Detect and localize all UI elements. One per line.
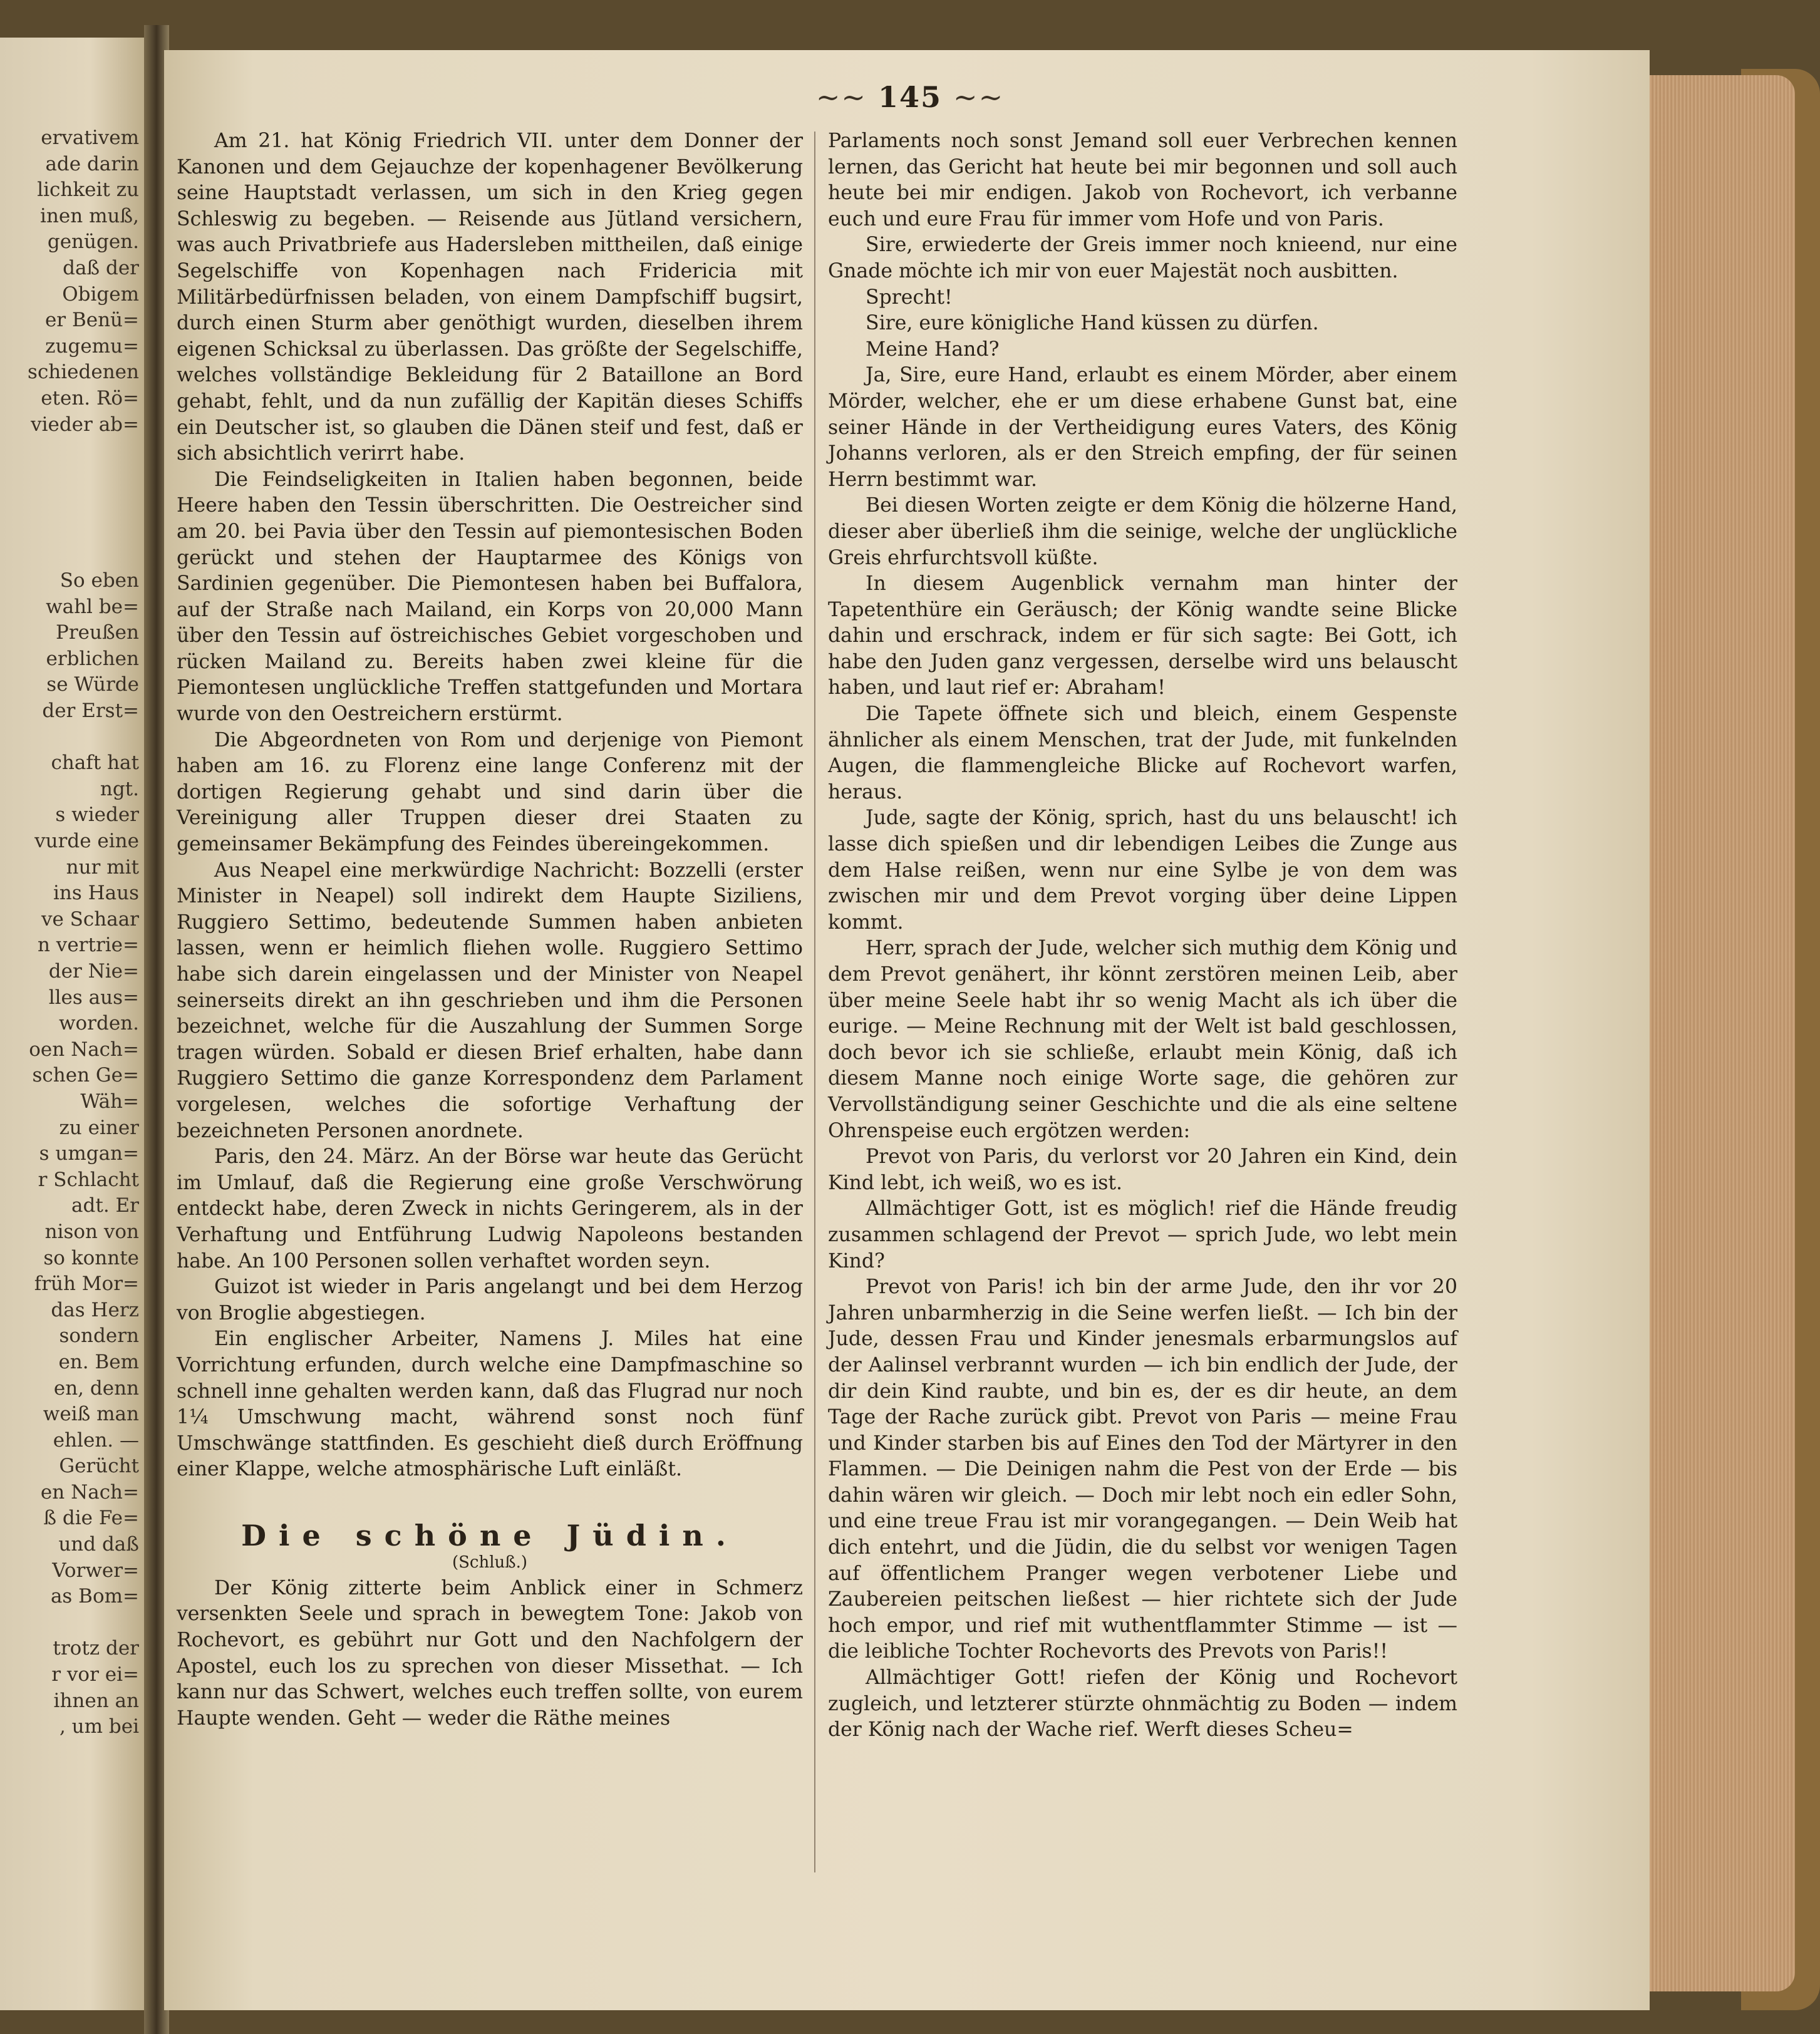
left-page-fragment: daß der xyxy=(63,256,139,279)
story-paragraph: Allmächtiger Gott! riefen der König und Rochevort zugleich, und letzterer stürzte ohnmächtig zu Boden — indem der König nach der Wache rief. Werft dieses Scheu= xyxy=(828,1666,1457,1742)
story-paragraph: Ja, Sire, eure Hand, erlaubt es einem Mörder, aber einem Mörder, welcher, ehe er um diese erhabene Gunst bat, eine seiner Hände in der Vertheidigung eures Vaters, des König Johanns verloren, als er den Streich empfing, der für seinen Herrn bestimmt war. xyxy=(828,364,1457,491)
left-page-fragment: so konnte xyxy=(43,1246,139,1269)
story-title: Die schöne Jüdin. xyxy=(241,1518,738,1552)
left-page-fragment: und daß xyxy=(58,1533,139,1556)
left-page-fragment: ins Haus xyxy=(53,882,139,905)
left-page-fragment: as Bom= xyxy=(50,1585,139,1608)
left-page-fragment xyxy=(28,490,139,516)
news-paragraph-italy: Die Feindseligkeiten in Italien haben begonnen, beide Heere haben den Tessin überschritten. Die Oestreicher sind am 20. bei Pavia über den Tessin auf piemontesischen Boden gerückt und stehen der Hauptarmee des Königs von Sardinien gegenüber. Die Piemontesen haben bei Buffalora, auf der Straße nach Mailand, ein Korps von 20,000 Mann über den Tessin auf östreichisches Gebiet vorgeschoben und rücken Mailand zu. Bereits haben zwei kleine für die Piemontesen unglückliche Treffen stattgefunden und Mortara wurde von den Oestreichern erstürmt. xyxy=(177,468,803,726)
left-page-fragment: er Benü= xyxy=(44,309,139,332)
left-page-fragment xyxy=(28,725,139,751)
left-page-fragment: So eben xyxy=(59,569,139,592)
story-paragraph: Allmächtiger Gott, ist es möglich! rief die Hände freudig zusammen schlagend der Prevot — sprich Jude, wo lebt mein Kind? xyxy=(828,1197,1457,1273)
news-paragraph-guizot: Guizot ist wieder in Paris angelangt und bei dem Herzog von Broglie abgestiegen. xyxy=(177,1276,803,1324)
story-subtitle: (Schluß.) xyxy=(452,1552,528,1572)
left-page-fragment: zugemu= xyxy=(45,334,139,358)
left-page-fragment xyxy=(28,438,139,464)
left-page-fragment: ß die Fe= xyxy=(43,1507,139,1530)
left-page-fragment: ervativem xyxy=(41,126,139,149)
left-page-fragment: wahl be= xyxy=(46,595,139,618)
left-page-fragment: chaft hat xyxy=(51,751,139,775)
page-edges xyxy=(1628,75,1795,1991)
left-page-fragment: lles aus= xyxy=(48,986,139,1009)
left-page-fragment: erblichen xyxy=(46,647,139,670)
left-page-fragment: Obigem xyxy=(62,282,139,306)
left-page-fragment: sondern xyxy=(59,1324,139,1348)
story-paragraph: Herr, sprach der Jude, welcher sich muthig dem König und dem Prevot genähert, ihr könnt zerstören meinen Leib, aber über meine Seele habt ihr so wenig Macht als ich über die eurige. — Meine Rechnung mit der Welt ist bald geschlossen, doch bevor ich sie schließe, erlaubt mein König, daß ich diesem Manne noch einige Worte sage, die gehören zur Vervollständigung seiner Geschichte und die als eine seltene Ohrenspeise euch ergötzen werden: xyxy=(828,937,1457,1142)
left-page-fragment: Gerücht xyxy=(59,1455,139,1478)
news-paragraph-miles: Ein englischer Arbeiter, Namens J. Miles hat eine Vorrichtung erfunden, durch welche eine Dampfmaschine so schnell inne gehalten werden kann, daß das Flugrad nur noch 1¼ Umschwung macht, während sonst noch fünf Umschwänge stattfinden. Es geschieht dieß durch Eröffnung einer Klappe, welche atmosphärische Luft einläßt. xyxy=(177,1328,803,1481)
left-page-fragment xyxy=(28,516,139,542)
news-paragraph-denmark: Am 21. hat König Friedrich VII. unter dem Donner der Kanonen und dem Gejauchze der kopenhagener Bevölkerung seine Hauptstadt verlassen, um sich in den Krieg gegen Schleswig zu begeben. — Reisende aus Jütland versichern, was auch Privatbriefe aus Hadersleben mittheilen, daß einige Segelschiffe von Kopenhagen nach Fridericia mit Militärbedürfnissen beladen, von einem Dampfschiff bugsirt, durch einen Sturm aber genöthigt wurden, dieselben ihrem eigenen Schicksal zu überlassen. Das größte der Segelschiffe, welches vollständige Bekleidung für 2 Bataillone an Bord gehabt, fehlt, und da nun zufällig der Kapitän dieses Schiffs ein Deutscher ist, so glauben die Dänen steif und fest, daß er sich absichtlich verirrt habe. xyxy=(177,130,803,465)
story-paragraph: Bei diesen Worten zeigte er dem König die hölzerne Hand, dieser aber überließ ihm die seinige, welche der unglückliche Greis ehrfurchtsvoll küßte. xyxy=(828,494,1457,569)
left-page-fragment: n vertrie= xyxy=(37,934,139,957)
left-page-fragment: der Nie= xyxy=(48,960,139,983)
left-page-fragment: weiß man xyxy=(43,1403,139,1426)
page-number-deco-left: ~~ xyxy=(815,80,867,114)
left-page-fragment xyxy=(28,542,139,569)
story-paragraph: Sprecht! xyxy=(866,286,953,309)
left-page-fragment: inen muß, xyxy=(40,204,139,227)
left-page-fragment: trotz der xyxy=(53,1637,139,1660)
left-page-fragment: schiedenen xyxy=(28,361,139,384)
left-page-fragment: ihnen an xyxy=(53,1689,139,1712)
news-paragraph-naples: Aus Neapel eine merkwürdige Nachricht: Bozzelli (erster Minister in Neapel) soll indirekt dem Haupte Siziliens, Ruggiero Settimo, bedeutende Summen haben anbieten lassen, wenn er heimlich fliehen wolle. Ruggiero Settimo habe sich darein eingelassen und der Minister von Neapel seinerseits direkt an ihn geschrieben und ihm die Personen bezeichnet, welche für die Auszahlung der Summen Sorge tragen würden. Sobald er diesen Brief erhalten, habe dann Ruggiero Settimo die ganze Korrespondenz dem Parlament vorgelesen, welches die sofortige Verhaftung der bezeichneten Personen anordnete. xyxy=(177,859,803,1142)
left-page-fragment: nur mit xyxy=(66,855,139,879)
left-page-fragment: nison von xyxy=(44,1220,139,1243)
left-page-fragment: eten. Rö= xyxy=(41,386,139,410)
right-column xyxy=(828,128,1457,1743)
left-page-fragment: vurde eine xyxy=(34,830,139,853)
story-paragraph: Prevot von Paris! ich bin der arme Jude, den ihr vor 20 Jahren unbarmherzig in die Seine werfen ließt. — Ich bin der Jude, dessen Frau und Kinder jenesmals erbarmungslos auf der Aalinsel verbrannt wurden — ich bin endlich der Jude, der dir dein Kind raubte, und bin es, der es dir heute, an dem Tage der Rache zurück gibt. Prevot von Paris — meine Frau und Kinder starben bis auf Eines den Tod der Märtyrer in den Flammen. — Die Deinigen nahm die Pest von der Erde — bis dahin wären wir gleich. — Doch mir lebt noch ein edler Sohn, und eine treue Frau ist mir vorangegangen. — Dein Weib hat dich entehrt, und die Jüdin, die du selbst vor wenigen Tagen auf öffentlichem Pranger wegen verbotener Liebe und Zaubereien peitschen ließest — hier richtete sich der Jude hoch empor, und rief mit wuthentflammter Stimme — ist — die leibliche Tochter Rochevorts des Prevots von Paris!! xyxy=(828,1276,1457,1663)
left-page-fragment: worden. xyxy=(58,1012,139,1035)
left-page-fragment: zu einer xyxy=(59,1116,139,1139)
left-page-fragment: ade darin xyxy=(45,152,139,175)
left-column xyxy=(177,128,803,1732)
story-paragraph: Meine Hand? xyxy=(866,338,1000,361)
story-paragraph: Jude, sagte der König, sprich, hast du uns belauscht! ich lasse dich spießen und dir lebendigen Leibes die Zunge aus dem Halse reißen, wenn nur eine Sylbe je von dem was zwischen mir und dem Prevot vorging über deine Lippen kommt. xyxy=(828,807,1457,934)
page-number xyxy=(0,80,1820,114)
left-page-fragment: früh Mor= xyxy=(34,1273,139,1296)
left-page-fragment: s wieder xyxy=(55,803,139,827)
left-page-fragment: en. Bem xyxy=(58,1350,139,1373)
news-paragraph-rome: Die Abgeordneten von Rom und derjenige von Piemont haben am 16. zu Florenz eine lange Conferenz mit der dortigen Regierung gehabt und sind darin über die Vereinigung aller Truppen dieser drei Staaten zu gemeinsamer Bekämpfung des Feindes übereingekommen. xyxy=(177,728,803,856)
news-paragraph-paris: Paris, den 24. März. An der Börse war heute das Gerücht im Umlauf, daß die Regierung eine große Verschwörung entdeckt habe, deren Zweck in nichts Geringerem, als in der Verhaftung und Entführung Ludwig Napoleons bestanden habe. An 100 Personen sollen verhaftet worden seyn. xyxy=(177,1145,803,1273)
story-paragraph: Sire, erwiederte der Greis immer noch knieend, nur eine Gnade möchte ich mir von euer Majestät noch ausbitten. xyxy=(828,234,1457,282)
left-page-fragment: se Würde xyxy=(46,673,139,696)
story-paragraph: Der König zitterte beim Anblick einer in Schmerz versenkten Seele und sprach in bewegtem Tone: Jakob von Rochevort, es gebührt nur Gott und den Nachfolgern der Apostel, euch los zu sprechen von dieser Missethat. — Ich kann nur das Schwert, welches euch treffen sollte, von eurem Haupte wenden. Geht — weder die Räthe meines xyxy=(177,1576,803,1730)
column-divider xyxy=(814,132,815,1872)
left-page-fragment: adt. Er xyxy=(71,1194,139,1217)
story-paragraph: In diesem Augenblick vernahm man hinter der Tapetenthüre ein Geräusch; der König wandte seine Blicke dahin und erschrack, indem er für sich sagte: Bei Gott, ich habe den Juden ganz vergessen, derselbe wird uns belauscht haben, und laut rief er: Abraham! xyxy=(828,572,1457,700)
left-page-fragment: das Herz xyxy=(51,1298,139,1321)
left-page-fragment xyxy=(28,1610,139,1636)
left-page xyxy=(0,38,150,2010)
left-page-fragment: vieder ab= xyxy=(31,413,139,436)
left-page-fragment: r Schlacht xyxy=(38,1168,139,1191)
story-paragraph: Die Tapete öffnete sich und bleich, einem Gespenste ähnlicher als einem Menschen, trat der Jude, mit funkelnden Augen, die flammengleiche Blicke auf Rochevort warfen, heraus. xyxy=(828,703,1457,803)
left-page-fragment: en, denn xyxy=(53,1376,139,1400)
left-page-fragment: ehlen. — xyxy=(53,1428,139,1452)
left-page-fragment xyxy=(28,464,139,490)
left-page-fragment: Preußen xyxy=(55,621,139,644)
left-page-fragment: r vor ei= xyxy=(51,1663,139,1686)
page-number-deco-right: ~~ xyxy=(953,80,1005,114)
left-page-fragment: oen Nach= xyxy=(29,1038,139,1061)
story-paragraph: Parlaments noch sonst Jemand soll euer Verbrechen kennen lernen, das Gericht hat heute bei mir begonnen und soll auch heute bei mir endigen. Jakob von Rochevort, ich verbanne euch und eure Frau für immer vom Hofe und von Paris. xyxy=(828,130,1457,230)
left-page-fragment: Vorwer= xyxy=(52,1559,139,1582)
left-page-fragment: ngt. xyxy=(100,777,139,800)
left-page-fragment: der Erst= xyxy=(42,700,139,723)
left-page-fragment: lichkeit zu xyxy=(37,178,139,202)
left-page-fragment: , um bei xyxy=(59,1715,139,1738)
left-page-fragment: s umgan= xyxy=(39,1142,139,1165)
left-page-fragment: ve Schaar xyxy=(41,907,139,931)
left-page-fragments xyxy=(28,125,139,1740)
left-page-fragment: en Nach= xyxy=(40,1480,139,1504)
left-page-fragment: genügen. xyxy=(47,230,139,254)
left-page-fragment: Wäh= xyxy=(80,1090,139,1113)
story-paragraph: Prevot von Paris, du verlorst vor 20 Jahren ein Kind, dein Kind lebt, ich weiß, wo es ist. xyxy=(828,1145,1457,1194)
story-paragraph: Sire, eure königliche Hand küssen zu dürfen. xyxy=(866,312,1319,335)
page-number-value: 145 xyxy=(877,80,943,114)
left-page-fragment: schen Ge= xyxy=(32,1064,139,1087)
